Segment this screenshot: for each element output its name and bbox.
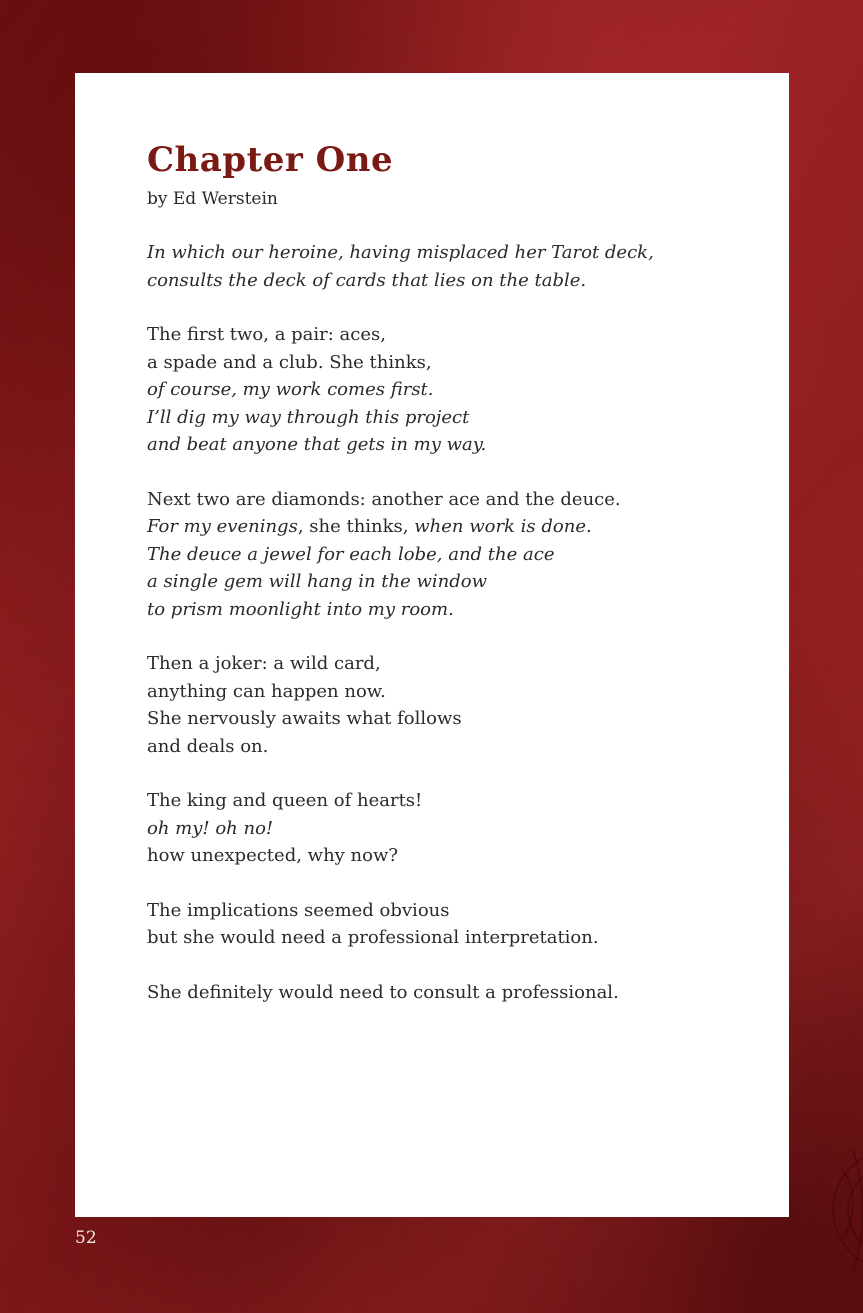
page-card: [75, 73, 789, 1217]
italic-text: I’ll dig my way through this project: [147, 406, 470, 428]
poem-line: [147, 431, 767, 459]
roman-text: She nervously awaits what follows: [147, 708, 462, 729]
poem-line: [147, 376, 767, 404]
poem-line: [147, 596, 767, 624]
poem-line: [147, 733, 767, 761]
roman-text: how unexpected, why now?: [147, 845, 399, 866]
corner-ornament: [813, 1110, 863, 1310]
poem-line: [147, 787, 767, 815]
poem-line: [147, 678, 767, 706]
poem-body: [147, 239, 767, 1006]
italic-text: For my evenings: [147, 516, 298, 537]
stanza: [147, 239, 767, 294]
poem-line: [147, 267, 767, 295]
roman-text: Then a joker: a wild card,: [147, 653, 381, 674]
italic-text: a single gem will hang in the window: [147, 571, 488, 592]
roman-text: , she thinks,: [297, 516, 415, 537]
stanza: [147, 979, 767, 1007]
roman-text: a spade and a club. She thinks,: [147, 351, 432, 373]
poem-line: [147, 404, 767, 432]
stanza: [147, 321, 767, 459]
italic-text: to prism moonlight into my room.: [147, 598, 454, 620]
italic-text: oh my! oh no!: [147, 817, 274, 839]
poem-line: [147, 897, 767, 925]
poem-line: [147, 650, 767, 678]
italic-text: The deuce a jewel for each lobe, and the ace: [147, 543, 555, 565]
poem-line: [147, 568, 767, 596]
roman-text: The king and queen of hearts!: [147, 790, 423, 811]
poem-content: [147, 135, 767, 1006]
poem-line: [147, 815, 767, 843]
italic-text: of course, my work comes first.: [147, 379, 434, 400]
poem-line: [147, 541, 767, 569]
page-number: 52: [75, 1228, 97, 1248]
stanza: [147, 486, 767, 624]
italic-text: In which our heroine, having misplaced her Tarot deck,: [147, 242, 654, 263]
poem-line: [147, 321, 767, 349]
stanza: [147, 787, 767, 870]
roman-text: and deals on.: [147, 735, 269, 757]
roman-text: Next two are diamonds: another ace and the deuce.: [147, 488, 621, 510]
roman-text: She definitely would need to consult a professional.: [147, 981, 619, 1003]
stanza: [147, 650, 767, 760]
italic-text: when work is done.: [414, 516, 592, 537]
poem-line: [147, 513, 767, 541]
italic-text: consults the deck of cards that lies on the table.: [147, 269, 587, 291]
roman-text: The first two, a pair: aces,: [147, 324, 386, 345]
byline: by Ed Werstein: [147, 189, 278, 209]
poem-line: [147, 842, 767, 870]
roman-text: anything can happen now.: [147, 680, 386, 702]
poem-line: [147, 979, 767, 1007]
poem-line: [147, 349, 767, 377]
roman-text: but she would need a professional interpretation.: [147, 927, 599, 948]
roman-text: The implications seemed obvious: [147, 899, 450, 921]
stanza: [147, 897, 767, 952]
poem-line: [147, 705, 767, 733]
italic-text: and beat anyone that gets in my way.: [147, 434, 487, 455]
poem-line: [147, 486, 767, 514]
poem-line: [147, 924, 767, 952]
chapter-title: Chapter One: [147, 140, 394, 180]
poem-line: [147, 239, 767, 267]
